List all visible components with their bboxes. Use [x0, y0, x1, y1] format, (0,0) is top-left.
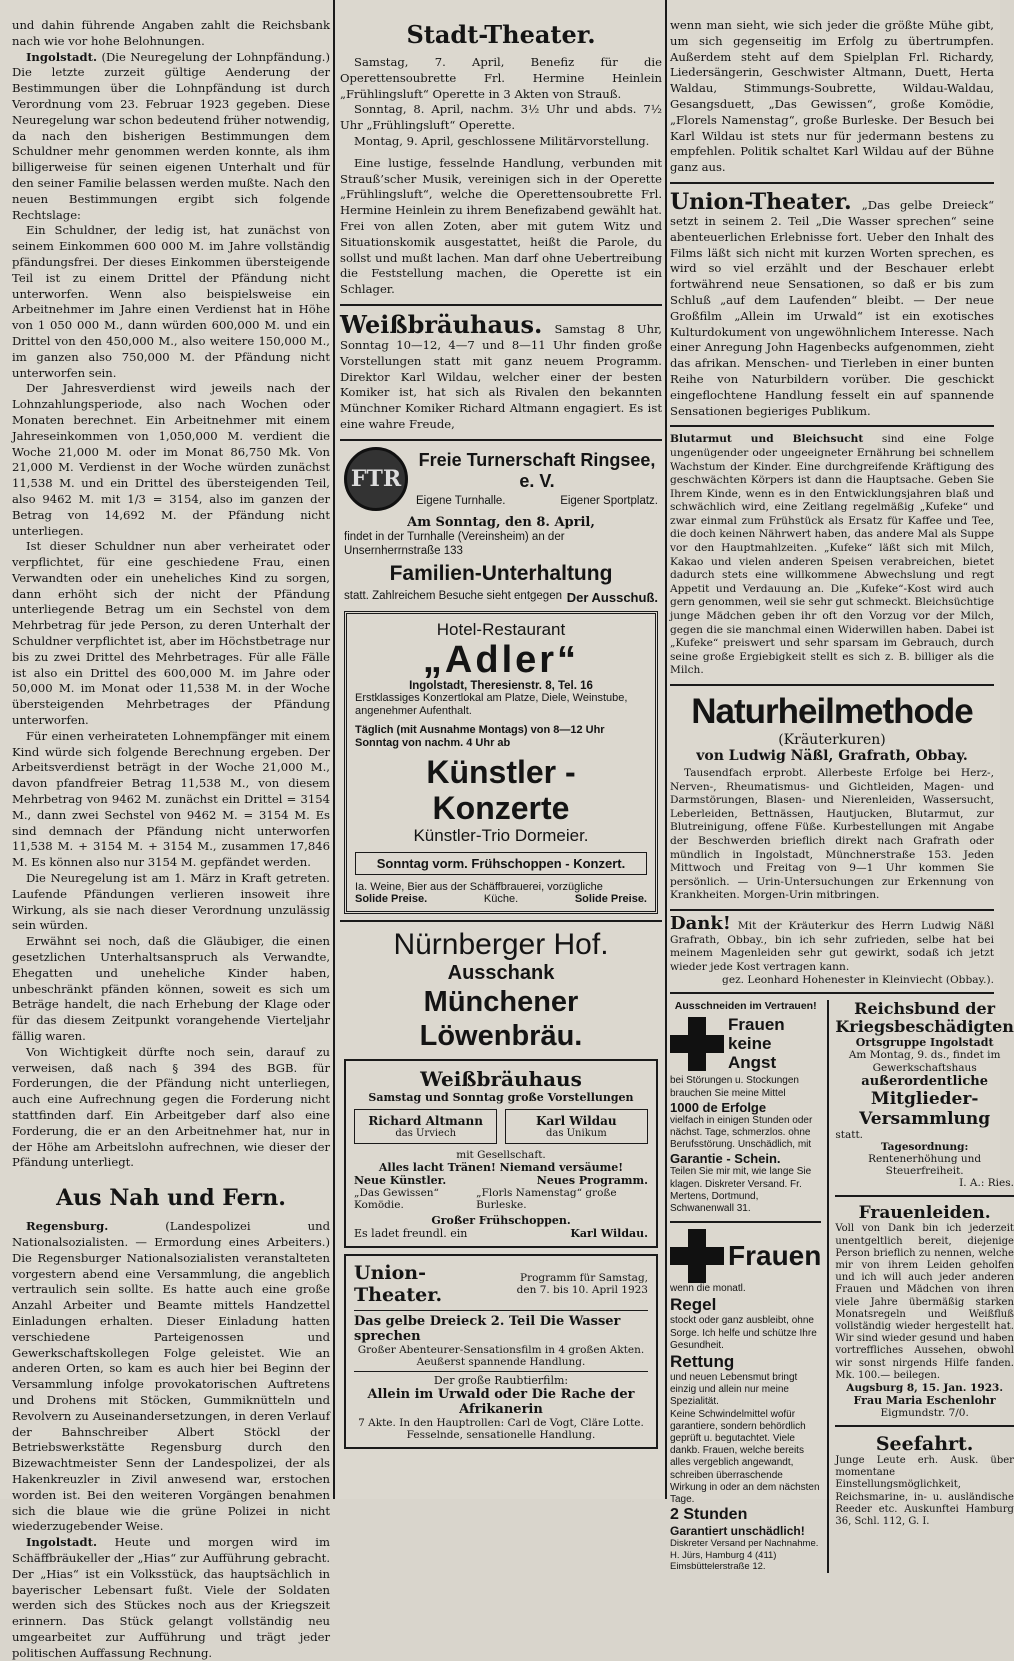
paragraph: Die Neuregelung ist am 1. März in Kraft getreten. Laufende Pfändungen verlieren insoweit ihre Wirkung, als sie nach dieser Verordnung unzulässig sein würden. — [12, 871, 330, 933]
divider — [670, 182, 994, 184]
hotel-adler-ad — [344, 611, 658, 914]
f1-success: 1000 de Erfolge — [670, 1099, 767, 1115]
paragraph: Mit der Kräuterkur des Herrn Ludwig Näßl Grafrath, Obbay., bin ich sehr zufrieden, selbe hat bei meinem Magenleiden sehr gut gewirkt, sodaß ich jetzt wieder jede Kost vertragen kann. — [670, 919, 994, 973]
column-rule — [333, 0, 335, 1499]
divider — [670, 425, 994, 427]
nat-subtitle: (Kräuterkuren) — [778, 732, 886, 749]
ut-ad-film1: Das gelbe Dreieck 2. Teil Die Wasser sprechen — [354, 1310, 648, 1344]
paragraph: und dahin führende Angaben zahlt die Reichsbank nach wie vor hohe Belohnungen. — [12, 18, 330, 48]
column-rule — [665, 0, 667, 1499]
divider — [835, 1195, 1014, 1197]
divider — [670, 992, 994, 994]
wb2-performer-name: Karl Wildau — [536, 1113, 617, 1128]
paragraph: wenn man sieht, wie sich jeder die größte Mühe gibt, um sich gegenseitig im Erfolg zu übertrumpfen. Außerdem steht auf dem Spielplan Frl. Richardy, Liedersängerin, Geschwister Altmann, Duett, Herta Waldau, Stimmungs-Soubrette, Wildau-Waldau, Gesangsduett, „Das Gewissen“, große Komödie, „Florels Namenstag“, große Burleske. Der Besuch bei Karl Wildau ist stets nur für jedermann bestens zu empfehlen. Politik schaltet Karl Wildau auf der Bühne ganz aus. — [670, 18, 994, 175]
turnerschaft-invite: statt. Zahlreichem Besuche sieht entgegen — [344, 589, 562, 602]
article-hias — [12, 1535, 330, 1661]
f1-text: Teilen Sie mir mit, wie lange Sie klagen. Diskreter Versand. Fr. Mertens, Dortmund, Schwanenwall 31. — [670, 1166, 812, 1214]
f2-text: und neuen Lebensmut bringt einzig und allein nur meine Spezialität. — [670, 1371, 798, 1408]
adler-times: Täglich (mit Ausnahme Montags) von 8—12 Uhr Sonntag von nachm. 4 Uhr ab — [355, 723, 605, 749]
dank-notice — [670, 912, 994, 974]
adler-konzert: Künstler - Konzerte — [426, 753, 576, 826]
wb2-company: mit Gesellschaft. — [456, 1148, 546, 1161]
dank-signature: gez. Leonhard Hohenester in Kleinviecht (Obbay.). — [722, 974, 994, 987]
rb-event: Mitglieder-Versammlung — [859, 1089, 991, 1130]
divider — [670, 909, 994, 911]
turnerschaft-field: Eigener Sportplatz. — [560, 495, 658, 508]
paragraph: Der Jahresverdienst wird jeweils nach der Lohnzahlungsperiode, also nach Wochen oder Monaten berechnet. Ein Arbeitnehmer mit einem Jahreseinkommen von 1,050,000 M. verdient die Woche 21,000 M. oder im Monat 86,750 Mk. Von 21,000 M. Verdienst in der Woche würden zunächst 11,538 M. und ein Drittel des übersteigenden Teil, also 9462 M. mit 1/3 = 3154, also im ganzen der Betrag von 14,692 M. der Pfändung nicht unterliegen. — [12, 381, 330, 538]
naturheilmethode-ad — [670, 692, 994, 903]
rb-agenda: Rentenerhöhung und Steuerfreiheit. — [868, 1153, 982, 1178]
weissbraeuhaus-title: Weißbräuhaus. — [340, 309, 543, 339]
f2-text: stockt oder ganz ausbleibt, ohne Sorge. Ich helfe und schütze Ihre Gesundheit. — [670, 1315, 817, 1351]
union-theater-review — [670, 190, 994, 419]
cross-icon — [670, 1017, 724, 1071]
paragraph: sind eine Folge ungenügender oder ungeeigneter Ernährung bei schnellem Wachstum der Kinder. Eine durchgreifende Kräftigung des geschwächten Körpers ist dann die Hauptsache. Geben Sie Ihrem Kinde, wenn es in den Entwicklungsjahren blaß und schwächlich wird, eine Zeitlang regelmäßig „Kufeke“ und zwar einmal zum Frühstück als Ersatz für Kaffee und Tee, die doch keinen Nährwert haben, das andere Mal als Suppe vor den Hauptmahlzeiten. „Kufeke“ läßt sich mit Milch, Kakao und vielen anderen Speisen verabreichen, bietet dadurch stets eine willkommene Abwechslung und regt Appetit und Verdauung an. Die „Kufeke“-Kost wird auch gern genommen, weil sie sehr gut schmeckt. Bleichsüchtige junge Mädchen geben ihr oft den Vorzug vor der Milch, gegen die sie manchmal einen Widerwillen haben. Dabei ist „Kufeke“ preiswert und sehr sparsam im Gebrauch, durch seine große Ergiebigkeit stellt es sich z. B. billiger als die Milch. — [670, 433, 994, 677]
f1-text: bei Störungen u. Stockungen brauchen Sie meine Mittel — [670, 1075, 799, 1099]
adler-prices: Solide Preise. — [355, 892, 428, 905]
f2-text: Keine Schwindelmittel wofür garantiere, sondern behördlich geprüft u. begutachtet. Viele dankb. Frauen, welche bereits alles vergeblich angewandt, schreiben überraschende Wirkung in oder an dem nächsten Tage. — [670, 1408, 820, 1505]
sea-title: Seefahrt. — [875, 1432, 974, 1455]
nat-title: Naturheilmethode — [691, 692, 973, 732]
rb-text: Am Montag, 9. ds., findet im Gewerkschaftshaus — [848, 1049, 1001, 1074]
article-dateline: Ingolstadt. — [26, 49, 97, 64]
nhof-name: Nürnberger Hof. — [393, 927, 609, 961]
f2-rettung: Rettung — [670, 1351, 735, 1371]
adler-trio: Künstler-Trio Dormeier. — [413, 825, 589, 845]
paragraph: „Das gelbe Dreieck“ setzt in seinem 2. Teil „Die Wasser sprechen“ seine abenteuerlichen Erlebnisse fort. Ueber den Inhalt des Films läßt sich nicht mit kurzen Worten sprechen, es wird so viel erzählt und der Beschauer erlebt fortwährend neue Sensationen, so daß er bis zum Schluß „auf dem Laufenden“ bleibt. — Der neue Großfilm „Allein im Urwald“ ist ein exotisches Kulturdokument von ungewöhnlichem Interesse. Nach einer Anregung John Hagenbecks aufgenommen, zieht das afrikan. Menschen- und Tierleben in einer bunten Reihe von Naturbildern vorüber. Die geschickt eingeflochtene Handlung fesselt ein auf spannende Sensationen begieriges Publikum. — [670, 197, 994, 418]
adler-description: Erstklassiges Konzertlokal am Platze, Diele, Weinstube, angenehmer Aufenthalt. — [355, 691, 628, 717]
paragraph: Erwähnt sei noch, daß die Gläubiger, die einen gesetzlichen Unterhaltsanspruch als Verwandte, Ehegatten und uneheliche Kinder haben, unbeschränkt pfänden können, soweit es sich um Beträge handelt, die nach Erhebung der Klage oder für das diesem Zeitpunkt vorangehende Vierteljahr fällig waren. — [12, 934, 330, 1043]
paragraph: Ist dieser Schuldner nun aber verheiratet oder verpflichtet, für eine geschiedene Frau, einen Verwandten oder ein uneheliches Kind zu sorgen, dann erhöht sich der nicht der Pfändung unterliegende Betrag um ein Sechstel von dem Mehrbetrag für jede Person, zu deren Unterhalt der Schuldner verpflichtet ist, aber im Höchstbetrage nur bis zu zwei Drittel des Mehrbetrages. Für alle Fälle ist also ein Drittel des 600,000 M. im Jahre oder 50,000 M. im Monat oder 11,538 M. in der Woche übersteigenden Mehrbetrages der Pfändung unterworfen. — [12, 539, 330, 728]
nhof-subtitle: Ausschank — [447, 961, 555, 984]
fl-address: Eigmundstr. 7/0. — [880, 1406, 969, 1419]
adler-address: Ingolstadt, Theresienstr. 8, Tel. 16 — [409, 679, 593, 692]
divider — [340, 920, 662, 922]
section-heading: Aus Nah und Fern. — [56, 1185, 286, 1212]
f2-regel: Regel — [670, 1295, 717, 1315]
f1-cutout: Ausschneiden im Vertrauen! — [674, 1000, 817, 1013]
paragraph: Eine lustige, fesselnde Handlung, verbunden mit Strauß’scher Musik, vereinigen sich in der Operette „Frühlingsluft“, welche die Operettensoubrette Frl. Hermine Heinlein zu ihrem Benefizabend gewählt hat. Frei von allen Zoten, aber mit gutem Witz und Situationskomik ausgestattet, heißt die Parole, du sollst und mußt lachen. Man darf ohne Uebertreibung die Feststellung machen, die Operette ist ein Schlager. — [340, 155, 662, 297]
column-rule — [827, 1000, 829, 1572]
paragraph: Sonntag, 8. April, nachm. 3½ Uhr und abds. 7½ Uhr „Frühlingsluft“ Operette. — [340, 102, 662, 133]
dank-lead: Dank! — [670, 912, 731, 934]
paragraph: Ein Schuldner, der ledig ist, hat zunächst von seinem Einkommen 600 000 M. im Jahre vollständig pfändungsfrei. Der dieses Einkommen übersteigende Teil ist zu einem Drittel der Pfändung nicht unterworfen. Wenn also beispielsweise ein Arbeitnehmer im Jahre einen Verdienst hat in Höhe von 1 050 000 M., dann würden 600,000 M. und ein Drittel von den 450,000 M., also weitere 150,000 M., im ganzen also 750,000 M. der Pfändung nicht unterworfen sein. — [12, 223, 330, 380]
kufeke-ad — [670, 433, 994, 678]
rb-agenda-label: Tagesordnung: — [880, 1141, 969, 1154]
rb-subtitle: Ortsgruppe Ingolstadt — [855, 1036, 994, 1050]
turnerschaft-signature: Der Ausschuß. — [566, 589, 658, 605]
turnerschaft-hall: Eigene Turnhalle. — [416, 495, 506, 508]
paragraph: Samstag, 7. April, Benefiz für die Operettensoubrette Frl. Hermine Heinlein „Frühlingsluft“ Operette in 3 Akten von Strauß. — [340, 55, 662, 101]
rb-extra: außerordentliche — [861, 1074, 988, 1090]
ut-ad-program: Programm für Samstag, den 7. bis 10. April 1923 — [516, 1271, 648, 1296]
nat-author: von Ludwig Näßl, Grafrath, Obbay. — [696, 748, 968, 765]
paragraph: (Landespolizei und Nationalsozialisten. — Ermordung eines Arbeiters.) Die Regensburger Nationalsozialisten veranstalteten vorgestern abend eine Versammlung, die angeblich vertraulich sein sollte. Es hatte auch eine große Anzahl Arbeiter und Beamte mittels Handzettel Einladungen erhalten. Dieser Einladung hatten verschiedene Parteigenossen und Gewerkschaftskollegen Folge geleistet. Wie an anderen Orten, so kam es auch hier bei Beginn der Versammlung infolge provokatorischen Auftretens und Drohens mit Stöcken, Gummiknütteln und Revolvern zu Auseinandersetzungen, in deren Verlauf der Bahnschreiber Albert Stöckl der Betriebswerkstätte Regensburg durch den Bizewachtmeister Senn der Landespolizei, der als Hakenkreuzler in Zivil anwesend war, erstochen worden ist. Bei den weiteren Vorgängen benahmen sich die blaue wie die grüne Polizei in nicht wiederzugebender Weise. — [12, 1219, 330, 1534]
paragraph: Von Wichtigkeit dürfte noch sein, darauf zu verweisen, daß nach § 394 des BGB. für Forderungen, die der Pfändung nicht unterliegen, auch eine Aufrechnung gegen die Forderung nicht stattfinden darf. Ein Arbeitgeber darf also eine Forderung, die er an den Arbeitnehmer hat, nur in der Höhe am Arbeitslohn aufrechnen, wie dieser der Pfändung unterliegt. — [12, 1044, 330, 1170]
f1-text: vielfach in einigen Stunden oder nächst. Tage, schmerzlos. ohne Berufsstörung. Unschädlich, mit — [670, 1114, 813, 1151]
club-emblem-icon: FTR — [344, 447, 408, 511]
wb2-performer — [354, 1109, 497, 1144]
turnerschaft-date: Am Sonntag, den 8. April, — [407, 514, 595, 530]
wb2-performer-name: Richard Altmann — [368, 1113, 483, 1128]
union-theater-ad — [344, 1254, 658, 1449]
rb-title: Reichsbund der Kriegsbeschädigten — [835, 999, 1014, 1037]
wb2-title: Weißbräuhaus — [420, 1066, 582, 1091]
paragraph: Heute und morgen wird im Schäffbräukeller der „Hias“ zur Aufführung gebracht. Der „Hias“ ist ein Volksstück, das hauptsächlich in bayerischer Lebensart fußt. Viele der Soldaten werden sich des Stückes noch aus der Kriegszeit erinnern. Das Stück gelangt vollständig neu umgearbeitet zur Aufführung und trägt jeder politischen Auffassung Rechnung. — [12, 1535, 330, 1660]
divider — [340, 304, 662, 306]
divider — [670, 1221, 821, 1223]
ut-ad-film2: Allein im Urwald oder Die Rache der Afrikanerin — [367, 1386, 635, 1417]
ut-ad-film1-desc: Großer Abenteurer-Sensationsfilm in 4 großen Akten. Aeußerst spannende Handlung. — [357, 1343, 645, 1368]
wb2-program: Neues Programm. — [536, 1173, 648, 1187]
paragraph: Samstag 8 Uhr, Sonntag 10—12, 4—7 und 8—11 Uhr finden große Vorstellungen statt mit ganz neuem Programm. Direktor Karl Wildau, welcher einer der besten Komiker ist, hat sich als Rivalen den bekannten Münchner Komiker Richard Altmann engagiert. Es ist eine wahre Freude, — [340, 321, 662, 431]
divider — [835, 1425, 1014, 1427]
nhof-beer: Münchener Löwenbräu. — [419, 985, 583, 1052]
adler-name: „Adler“ — [422, 638, 580, 681]
column-left — [12, 0, 330, 1661]
divider — [670, 684, 994, 686]
paragraph: Für einen verheirateten Lohnempfänger mit einem Kind würde sich folgende Berechnung ergeben. Der Arbeitsverdienst beträgt in der Woche 21,000 M., davon pfandfreier Betrag 11,538 M., von diesem Mehrbetrag von 9462 M. zunächst ein Drittel = 3154 M., dann zwei Sechstel von 9462 M. = 3154 M. Es sind demnach der Pfändung nicht unterworfen 11,538 M. + 3154 M. + 3154 M., zusammen 17,846 M. Es können also nur 3154 M. gepfändet werden. — [12, 728, 330, 870]
wb2-play: „Florls Namenstag“ große Burleske. — [476, 1186, 617, 1211]
wb2-invite: Es ladet freundl. ein — [354, 1226, 468, 1240]
f2-text: wenn die monatl. — [670, 1283, 746, 1295]
adler-sunday: Sonntag vorm. Frühschoppen - Konzert. — [355, 852, 647, 875]
nuernberger-hof-ad — [340, 928, 662, 1053]
turnerschaft-event: Familien-Unterhaltung — [389, 561, 613, 585]
turnerschaft-title: Freie Turnerschaft Ringsee, e. V. — [418, 450, 656, 492]
f2-hours: 2 Stunden — [670, 1506, 748, 1524]
rb-signature: I. A.: Ries. — [959, 1177, 1014, 1190]
cross-icon — [670, 1229, 724, 1283]
column-middle — [340, 0, 662, 1455]
turnerschaft-ad — [344, 447, 658, 605]
column-right — [670, 0, 1014, 1573]
wb2-artists: Neue Künstler. — [354, 1173, 447, 1187]
wb2-slogan: Alles lacht Tränen! Niemand versäume! — [378, 1160, 624, 1174]
fl-place: Augsburg 8, 15. Jan. 1923. — [846, 1381, 1003, 1394]
wb2-play: „Das Gewissen“ Komödie. — [354, 1186, 439, 1211]
wb2-performer-tag: das Urviech — [395, 1127, 457, 1139]
f2-guarantee: Garantiert unschädlich! — [670, 1524, 805, 1539]
adler-prices: Solide Preise. — [574, 892, 647, 905]
paragraph: Tausendfach erprobt. Allerbeste Erfolge bei Herz-, Nerven-, Rheumatismus- und Gichtleiden, Magen- und Darmstörungen, Blasen- und Nierenleiden, Wassersucht, Leberleiden, Bettnässen, Hautjucken, Blutarmut, zur Blutreinigung, offene Füße. Kurbestellungen mit Angabe der Beschwerden brieflich direkt nach Grafrath oder mündlich in Ingolstadt, Münchnerstraße 153. Jeden Mittwoch und Freitag von 9—1 Uhr kommen Sie persönlich. — Urin-Untersuchungen zur Erkennung von Krankheiten. Morgen-Urin mitbringen. — [670, 767, 994, 902]
fl-name: Frau Maria Eschenlohr — [853, 1393, 996, 1407]
article-regensburg — [12, 1219, 330, 1535]
f2-title: Frauen — [728, 1240, 822, 1272]
ut-review-title: Union-Theater. — [670, 188, 852, 215]
adler-kitchen: Küche. — [483, 892, 519, 905]
wb2-fruehschoppen: Großer Frühschoppen. — [431, 1213, 571, 1227]
turnerschaft-place: findet in der Turnhalle (Vereinsheim) an der Unsernherrnstraße 133 — [344, 530, 565, 557]
weissbraeuhaus-ad — [344, 1059, 658, 1248]
wb2-performer-tag: das Unikum — [545, 1127, 607, 1139]
ut-ad-great: Der große Raubtierfilm: — [354, 1371, 648, 1387]
paragraph: Montag, 9. April, geschlossene Militärvorstellung. — [354, 133, 650, 148]
article-dateline: Regensburg. — [26, 1219, 109, 1234]
rb-statt: statt. — [835, 1129, 864, 1142]
f1-guarantee: Garantie - Schein. — [670, 1151, 781, 1167]
wb2-signature: Karl Wildau. — [570, 1226, 648, 1240]
adler-footer: Ia. Weine, Bier aus der Schäffbrauerei, vorzügliche — [355, 880, 603, 893]
ut-ad-cast: 7 Akte. In den Hauptrollen: Carl de Vogt, Cläre Lotte. Fesselnde, sensationelle Handlung. — [358, 1416, 644, 1441]
kufeke-lead: Blutarmut und Bleichsucht — [670, 433, 864, 446]
article-dateline: Ingolstadt. — [26, 1535, 97, 1550]
divider — [340, 439, 662, 441]
f2-text: Diskreter Versand per Nachnahme. H. Jürs, Hamburg 4 (411) Eimsbüttelerstraße 12. — [670, 1538, 819, 1573]
ut-ad-title: Union-Theater. — [354, 1261, 443, 1306]
fl-title: Frauenleiden. — [858, 1203, 991, 1224]
f1-title: Frauen keine Angst — [728, 1015, 785, 1073]
adler-pretitle: Hotel-Restaurant — [436, 619, 566, 639]
article-lohnpfaendung — [12, 50, 330, 224]
stadt-theater-title: Stadt-Theater. — [406, 20, 596, 49]
weissbraeuhaus-notice — [340, 309, 662, 433]
paragraph: (Die Neuregelung der Lohnpfändung.) Die letzte zurzeit gültige Aenderung der Bestimmungen über die Lohnpfändung ist durch Verordnung vom 23. Februar 1923 gegeben. Diese Neuregelung war schon bedeutend früher notwendig, da nach den bisherigen Bestimmungen dem Schuldner mehr genommen werden konnte, als ihm billigerweise für seinen eigenen Unterhalt und für den seiner Familie belassen werden mußte. Nach den neuen Bestimmungen ergibt sich folgende Rechtslage: — [12, 49, 330, 222]
wb2-performer — [505, 1109, 648, 1144]
wb2-subtitle: Samstag und Sonntag große Vorstellungen — [368, 1090, 634, 1104]
fl-text: Voll von Dank bin ich jederzeit unentgeltlich bereit, diejenige Person brieflich zu nennen, welche mir von ihrem Leiden geholfen und ich will auch jeder anderen Frauen und Mädchen von ihren viele Jahre übermäßig starken Monatsregeln und Weißfluß vollständig wieder hergestellt hat. Wir sind wieder gesund und haben vortreffliches Aussehen, obwohl wir sonst nirgends Hilfe fanden. Mk. 100.— beilegen. — [835, 1223, 1014, 1381]
sea-text: Junge Leute erh. Ausk. über momentane Einstellungsmöglichkeit, Reichsmarine, in- u. ausländische Reeder etc. Auskunftei Hamburg 36, Schl. 112, G. I. — [835, 1454, 1014, 1527]
